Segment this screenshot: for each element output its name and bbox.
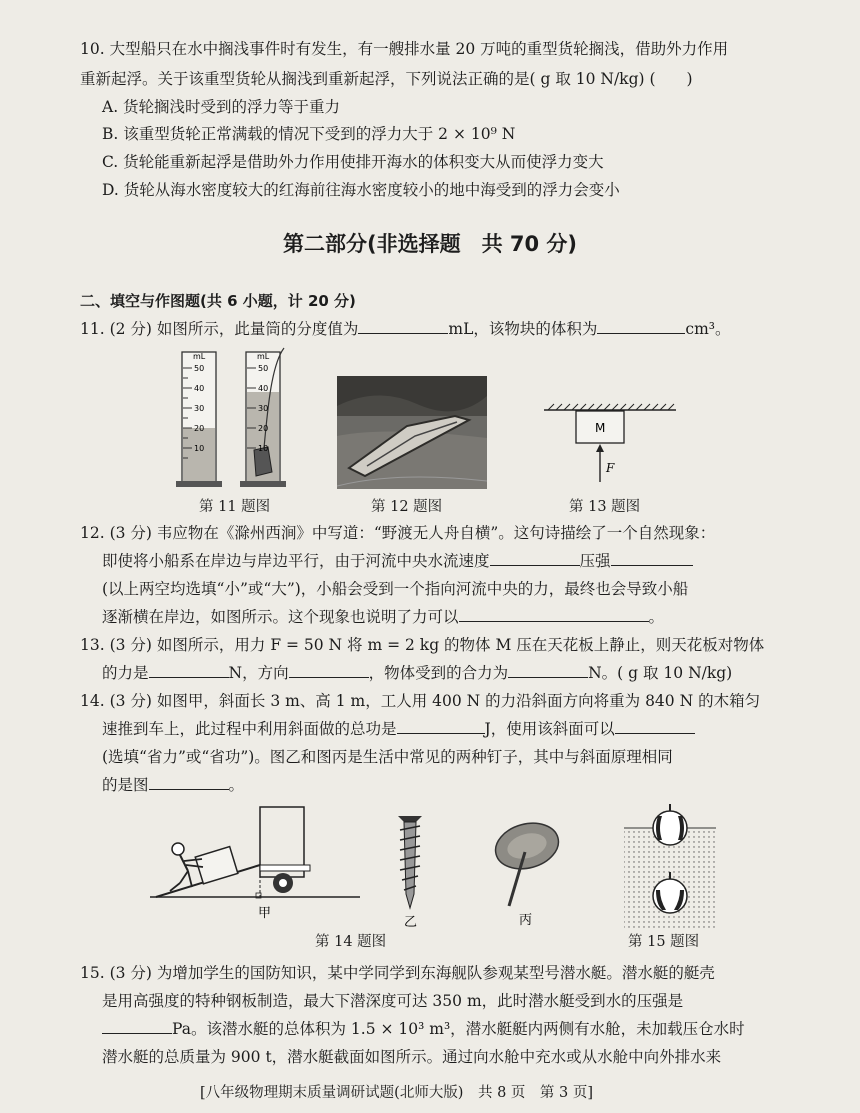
q15-line1: 15. (3 分) 为增加学生的国防知识，某中学同学到东海舰队参观某型号潜水艇。潜水艇的艇壳 bbox=[80, 964, 715, 982]
q14-line3: (选填“省力”或“省功”)。图乙和图丙是生活中常见的两种钉子，其中与斜面原理相同 bbox=[102, 748, 673, 766]
label-jia: 甲 bbox=[258, 906, 272, 921]
q14-line4b: 。 bbox=[228, 776, 245, 794]
fig14-screw bbox=[390, 808, 430, 930]
q13-line2 bbox=[102, 662, 732, 684]
cyl2-tick: 20 bbox=[258, 424, 269, 433]
page-footer: [八年级物理期末质量调研试题(北师大版) 共 8 页 第 3 页] bbox=[200, 1085, 594, 1101]
q12-blank1[interactable] bbox=[490, 551, 580, 566]
q13-line2b: N，方向 bbox=[228, 664, 289, 682]
q15-line4: 潜水艇的总质量为 900 t，潜水艇截面如图所示。通过向水舱中充水或从水舱中向外排水来 bbox=[102, 1048, 722, 1066]
cyl2-base bbox=[240, 481, 286, 487]
cyl1-tick: 50 bbox=[194, 364, 205, 373]
q11-blank2[interactable] bbox=[597, 319, 685, 334]
cyl2-tick: 30 bbox=[258, 404, 269, 413]
q12-line2a: 即使将小船系在岸边与岸边平行，由于河流中央水流速度 bbox=[102, 552, 490, 570]
q13-line1: 13. (3 分) 如图所示，用力 F = 50 N 将 m = 2 kg 的物体 M 压在天花板上静止，则天花板对物体 bbox=[80, 636, 765, 654]
fig13-diagram bbox=[540, 400, 680, 486]
cyl1-tick: 10 bbox=[194, 444, 205, 453]
q11-part1: 11. (2 分) 如图所示，此量筒的分度值为 bbox=[80, 320, 359, 338]
q13-blank2[interactable] bbox=[289, 663, 369, 678]
q11-blank1[interactable] bbox=[358, 319, 448, 334]
q12-line4a: 逐渐横在岸边，如图所示。这个现象也说明了力可以 bbox=[102, 608, 459, 626]
fig15-submarine bbox=[622, 800, 718, 930]
section2-heading: 二、填空与作图题(共 6 小题，计 20 分) bbox=[80, 292, 356, 310]
wooden-box bbox=[195, 847, 238, 884]
cyl1-unit: mL bbox=[193, 352, 206, 361]
q12-line1: 12. (3 分) 韦应物在《滁州西涧》中写道：“野渡无人舟自横”。这句诗描绘了一个自然现象： bbox=[80, 524, 716, 542]
cyl2-unit: mL bbox=[257, 352, 270, 361]
q15-line3 bbox=[102, 1018, 745, 1040]
cyl2-tick: 50 bbox=[258, 364, 269, 373]
fig14-incline bbox=[148, 805, 366, 923]
q14-line2b: J，使用该斜面可以 bbox=[484, 720, 615, 738]
q12-line4b: 。 bbox=[648, 608, 665, 626]
fig14-caption: 第 14 题图 bbox=[315, 934, 387, 950]
q14-line2a: 速推到车上，此过程中利用斜面做的总功是 bbox=[102, 720, 397, 738]
section-title: 第二部分(非选择题 共 70 分) bbox=[282, 232, 578, 256]
cyl1-base bbox=[176, 481, 222, 487]
q14-blank1[interactable] bbox=[397, 719, 485, 734]
q13-blank1[interactable] bbox=[149, 663, 229, 678]
force-label: F bbox=[606, 461, 615, 475]
block-m-label: M bbox=[595, 421, 606, 435]
cyl1-tick: 40 bbox=[194, 384, 205, 393]
q10-line1: 10. 大型船只在水中搁浅事件时有发生，有一艘排水量 20 万吨的重型货轮搁浅，借助外力作用 bbox=[80, 40, 729, 58]
q15-blank1[interactable] bbox=[102, 1019, 172, 1034]
q15-line2: 是用高强度的特种钢板制造，最大下潜深度可达 350 m，此时潜水艇受到水的压强是 bbox=[102, 992, 684, 1010]
q12-line3: (以上两空均选填“小”或“大”)，小船会受到一个指向河流中央的力，最终也会导致小船 bbox=[102, 580, 689, 598]
fig13-caption: 第 13 题图 bbox=[569, 499, 641, 515]
q12-blank3[interactable] bbox=[459, 607, 649, 622]
q14-line4 bbox=[102, 774, 244, 796]
q11-part3: cm³。 bbox=[685, 320, 731, 338]
q10-option-c: C. 货轮能重新起浮是借助外力作用使排开海水的体积变大从而使浮力变大 bbox=[102, 153, 604, 171]
q12-line2b: 压强 bbox=[579, 552, 611, 570]
fig12-caption: 第 12 题图 bbox=[371, 499, 443, 515]
q10-option-d: D. 货轮从海水密度较大的红海前往海水密度较小的地中海受到的浮力会变小 bbox=[102, 181, 620, 199]
q14-line4a: 的是图 bbox=[102, 776, 149, 794]
fig15-caption: 第 15 题图 bbox=[628, 934, 700, 950]
worker-body bbox=[180, 855, 188, 871]
label-yi: 乙 bbox=[404, 915, 418, 930]
fig11-caption: 第 11 题图 bbox=[199, 499, 271, 515]
label-bing: 丙 bbox=[519, 913, 533, 928]
q14-blank2[interactable] bbox=[615, 719, 695, 734]
q11-part2: mL，该物块的体积为 bbox=[448, 320, 598, 338]
q13-line2d: N。( g 取 10 N/kg) bbox=[588, 664, 733, 682]
fig12-boat-photo bbox=[337, 376, 487, 489]
q13-line2a: 的力是 bbox=[102, 664, 149, 682]
q14-line1: 14. (3 分) 如图甲，斜面长 3 m、高 1 m，工人用 400 N 的力沿斜面方向将重为 840 N 的木箱匀 bbox=[80, 692, 761, 710]
fig14-thumbtack bbox=[487, 818, 563, 930]
q12-line2 bbox=[102, 550, 693, 572]
q12-line4 bbox=[102, 606, 664, 628]
q13-line2c: ，物体受到的合力为 bbox=[368, 664, 509, 682]
q15-line3-text: Pa。该潜水艇的总体积为 1.5 × 10³ m³，潜水艇艇内两侧有水舱，未加载压仓水时 bbox=[172, 1020, 745, 1038]
cyl2-tick: 40 bbox=[258, 384, 269, 393]
q14-blank3[interactable] bbox=[149, 775, 229, 790]
cyl2-tick: 10 bbox=[258, 444, 269, 453]
q13-blank3[interactable] bbox=[508, 663, 588, 678]
q12-blank2[interactable] bbox=[611, 551, 693, 566]
q10-line2: 重新起浮。关于该重型货轮从搁浅到重新起浮，下列说法正确的是( g 取 10 N/kg) ( ) bbox=[80, 70, 693, 88]
worker-head bbox=[172, 843, 184, 855]
fig11-cylinders bbox=[172, 344, 302, 492]
cyl1-tick: 30 bbox=[194, 404, 205, 413]
q14-line2 bbox=[102, 718, 695, 740]
q10-option-a: A. 货轮搁浅时受到的浮力等于重力 bbox=[102, 98, 341, 116]
q10-option-b: B. 该重型货轮正常满载的情况下受到的浮力大于 2 × 10⁹ N bbox=[102, 125, 516, 143]
q11-text bbox=[80, 318, 730, 340]
cyl1-water bbox=[183, 428, 215, 481]
cyl1-tick: 20 bbox=[194, 424, 205, 433]
